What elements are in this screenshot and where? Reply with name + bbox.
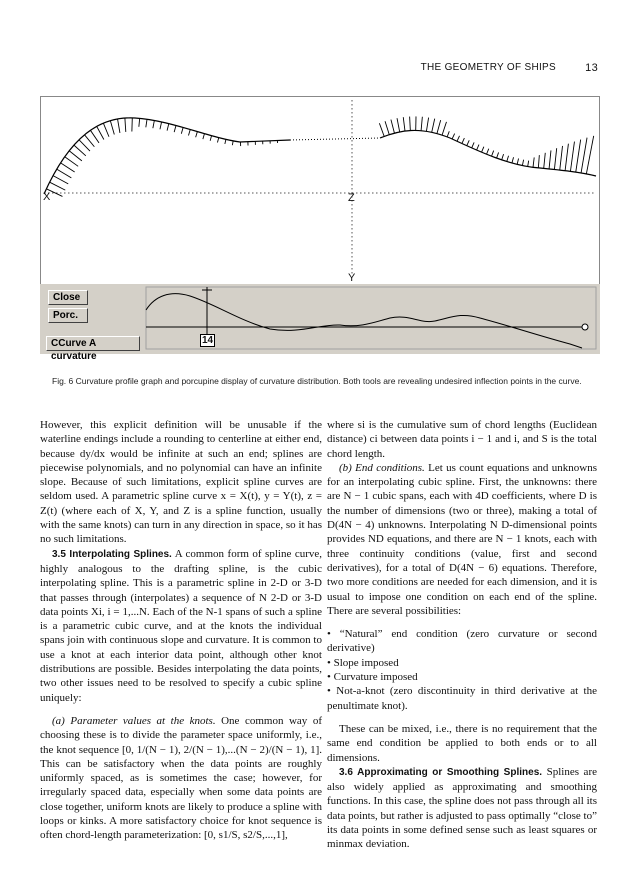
list-item: • Slope imposed (327, 656, 597, 670)
section-3-5 (40, 547, 322, 705)
figure-curvature-screenshot (40, 96, 600, 362)
page-number: 13 (585, 62, 598, 74)
right-column (327, 418, 597, 852)
paragraph-chord-lengths: where si is the cumulative sum of chord lengths (Euclidean distance) ci between data points i − 1 and i, and S is the total chord length. (327, 419, 597, 460)
section-3-6-title: 3.6 Approximating or Smoothing Splines. (339, 766, 543, 778)
curvature-end-marker (582, 324, 588, 330)
end-conditions-text: Let us count equations and unknowns for an interpolating cubic spline. First, the unknowns: there are N − 1 cubic spans, each with 4D coefficients, where D is the number of dimensions (two or three), making a total of D(4N − 4) unknowns. Interpolating N D-dimensional points provides ND equations, and there are N − 1 knots, each with three continuity conditions (value, first and second derivatives), for a total of D(4N − 6) equations. Therefore, two more conditions are needed for each dimension, and it is usual to impose one condition on each end of the spline. There are several possibilities: (327, 461, 597, 617)
section-3-6 (327, 765, 597, 852)
left-column (40, 418, 322, 843)
curvature-readout: 14 (202, 335, 214, 346)
axis-label-z: Z (348, 192, 355, 204)
paragraph-end-conditions (327, 461, 597, 618)
running-title: THE GEOMETRY OF SHIPS (420, 62, 556, 73)
list-item: • “Natural” end condition (zero curvature or second derivative) (327, 627, 597, 656)
parameter-values-text: One common way of choosing these is to divide the parameter space uniformly, i.e., the knot sequence [0, 1/(N − 1), 2/(N − 1),...(N − 2)/(N − 1), 1]. This can be satisfactory when the data points are roughly uniformly spaced, as is sometimes the case; however, for irregularly spaced data, especially when some data points are close together, uniform knots are likely to produce a spline with loops or kinks. A more satisfactory choice for knot sequence is often chord-length parameterization: [0, s1/S, s2/S,...,1], (40, 714, 322, 842)
axis-label-x: X (43, 191, 51, 203)
end-condition-list (327, 627, 597, 713)
parameter-values-label: (a) Parameter values at the knots. (52, 714, 216, 727)
list-item: • Not-a-knot (zero discontinuity in third derivative at the penultimate knot). (327, 684, 597, 713)
figure-caption: Fig. 6 Curvature profile graph and porcupine display of curvature distribution. Both tools are revealing undesired inflection points in the curve. (52, 376, 582, 386)
list-item: • Curvature imposed (327, 670, 597, 684)
paragraph-parameter-values (40, 714, 322, 843)
paragraph-mixed-conditions: These can be mixed, i.e., there is no requirement that the same end condition be applied to both ends or to all dimensions. (327, 722, 597, 764)
porcupine-plot (40, 96, 600, 354)
section-3-5-text: A common form of spline curve, highly analogous to the drafting spline, is the cubic interpolating spline. This is a parametric spline in 2-D or 3-D that passes through (interpolates) a sequence of N 2-D or 3-D data points Xi, i = 1,...N. Each of the N-1 spans of such a spline is a parametric cubic curve, and at the knots the individual spans join with continuous slope and curvature. It is common to use a knot at each interior data point, although other knot distributions are possible. Besides interpolating the data points, two other issues need to be resolved to specify a cubic spline uniquely: (40, 547, 322, 704)
section-3-6-text: Splines are also widely applied as approximating and smoothing functions. In this case, the spline does not pass through all its data points, but rather is adjusted to pass optimally “close to” its data points in some defined sense such as least squares or minmax deviation. (327, 765, 597, 851)
end-conditions-label: (b) End conditions. (339, 461, 425, 474)
section-3-5-title: 3.5 Interpolating Splines. (52, 548, 172, 560)
porc-button[interactable]: Porc. (48, 308, 88, 323)
ccurve-button[interactable]: CCurve A curvature (46, 336, 140, 351)
close-button[interactable]: Close (48, 290, 88, 305)
axis-label-y: Y (348, 272, 356, 284)
running-head (0, 62, 638, 78)
paragraph-explicit-definition: However, this explicit definition will be unusable if the waterline endings include a rounding to centerline at either end, because dy/dx would be infinite at such an end; splines are piecewise polynomials, and no polynomial can have an infinite slope. Because of such limitations, explicit spline curves are seldom used. A parametric spline curve x = X(t), y = Y(t), z = Z(t) (where each of X, Y, and Z is a spline function, usually with the same knots) can turn in any direction in space, so it has no such limitations. (40, 419, 322, 546)
